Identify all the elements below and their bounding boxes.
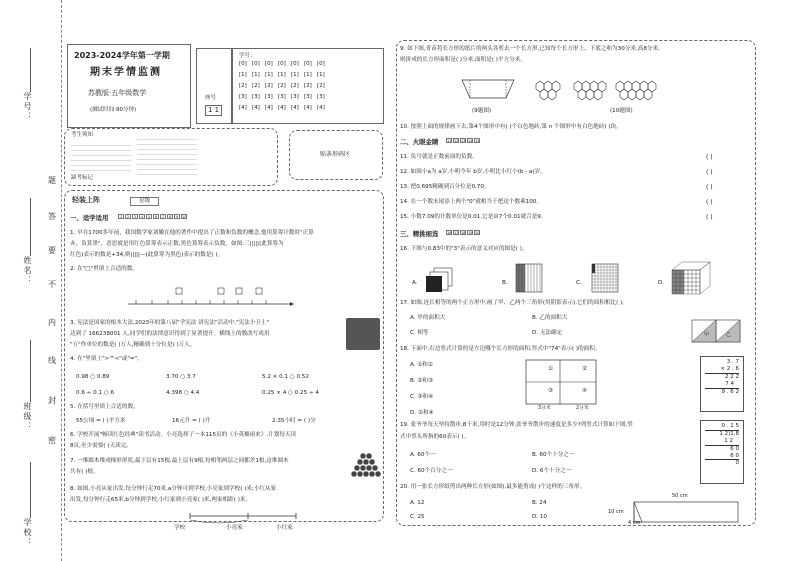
edition: 苏教版·五年级数学 xyxy=(88,89,147,97)
q16-option[interactable]: C. xyxy=(576,280,582,286)
log-pile-figure xyxy=(350,452,382,478)
route-label-school: 学校 xyxy=(174,525,186,531)
q20-option[interactable]: C. 25 xyxy=(410,514,425,520)
q6-line: 6. 学校开展"畅读红色经典"读书活动。小亮选择了一本115页的《小英雄雨来》,计划每天读 xyxy=(70,432,297,438)
q19-line: 式中竖头所指的60表示( )。 xyxy=(400,434,470,440)
id-row[interactable]: [4] [4] [4] [4] [4] [4] [4] xyxy=(239,105,325,111)
part1-title: 一、适学适用 xyxy=(70,214,109,222)
name-label: 姓名： xyxy=(23,256,32,286)
q5-item: 55公顷 = ( )平方米 xyxy=(76,418,126,424)
fig9-label: (9题图) xyxy=(472,108,492,114)
q16-figure-d xyxy=(670,260,712,296)
q1-line: 红色)表示的数是+34,则|||||—(此算筹为黑色)表示的数是( )。 xyxy=(70,252,224,258)
judge-paren[interactable]: ( ) xyxy=(706,214,713,221)
answer-bubbles[interactable]: 1 2 3 4 5 6 7 8 9 10 xyxy=(119,215,187,219)
student-id-label: 学号： xyxy=(23,92,32,122)
q6-line: 8页,至少需要( )天读完。 xyxy=(70,443,132,449)
q17-option[interactable]: B. 乙的面积大 xyxy=(532,315,568,321)
fig10-label: (10题图) xyxy=(610,108,633,114)
exam-title-box xyxy=(67,44,191,128)
q19-line: 19. 张爷爷每天坚持散步,8千米,用时是12分钟,张爷爷散步的速度是多少?列竖式计算如下图,竖 xyxy=(400,422,633,428)
class-label: 班级： xyxy=(23,402,32,432)
q5-item: 16元升 = ( )升 xyxy=(172,418,211,424)
school-label: 学校： xyxy=(23,518,32,548)
exam-time: (测试时间:90分钟) xyxy=(90,107,137,113)
id-row[interactable]: [0] [0] [0] [0] [0] [0] [0] xyxy=(239,61,325,67)
q17-option[interactable]: A. 甲的面积大 xyxy=(410,315,446,321)
q18-option[interactable]: C. ③和④ xyxy=(410,394,434,400)
q4-text: 4. 在"里填上">""<"或"="。 xyxy=(70,356,143,362)
q4-item: 4.398 ○ 4.4 xyxy=(166,390,200,396)
part3-title: 三、精挑细选 xyxy=(400,230,439,238)
seal-char: 要 xyxy=(48,246,56,255)
seal-char: 题 xyxy=(48,176,56,185)
school-line xyxy=(30,462,31,518)
q18-option[interactable]: B. ②和③ xyxy=(410,378,434,384)
q16-figure-b xyxy=(514,262,544,294)
barcode-area xyxy=(289,130,383,180)
q18-option[interactable]: A. ①和② xyxy=(410,362,433,368)
binding-strip xyxy=(0,0,62,561)
q16-option[interactable]: A. xyxy=(412,280,418,286)
q17-figure xyxy=(690,316,744,344)
class-line xyxy=(30,340,31,402)
q20-option[interactable]: D. 10 xyxy=(532,514,547,520)
q18-vertical-calc: 3 . 7 × 2 . 6 2 2 2 7 4 9 . 6 2 xyxy=(700,356,744,412)
score-box[interactable]: 星级 xyxy=(130,197,159,206)
q1-line: 1. 早在1700多年前，我国数学家刘徽在他的著作中提出了正数和负数的概念,他用算筹计数时"正算 xyxy=(70,230,314,236)
id-label: 学号： xyxy=(239,53,256,59)
q9-line: 9. 如下图,青苗将长方形的纸片的两头各剪去一个长方形,已知每个长方形上、下底之和为30分米,高8分米, xyxy=(400,46,660,52)
q7-line: 7. 一堆圆木堆成梯形形状,最下层有15根,最上层有9根,每相邻两层之间都差1根,这堆圆木 xyxy=(70,458,289,464)
q4-item: 0.25 × 4 ○ 0.25 ÷ 4 xyxy=(262,390,319,396)
year-line: 2023-2024学年第一学期 xyxy=(74,51,170,60)
seal-char: 线 xyxy=(48,356,56,365)
q3-line: "万"作单位的数是( )万人,精确到十分位是( )万人。 xyxy=(70,342,196,348)
notice-text-block xyxy=(71,141,131,171)
constitution-photo xyxy=(346,318,380,350)
notice-title: 考生须知 xyxy=(71,132,94,138)
q3-line: 达到了 166238001 人,同学们的法律意识得到了显著提升。横线上的数改写成用 xyxy=(70,331,270,337)
q20-dim-length: 50 cm xyxy=(672,493,688,499)
id-row[interactable]: [1] [1] [1] [1] [1] [1] [1] xyxy=(239,72,325,78)
answer-bubbles[interactable]: 11 12 13 14 15 xyxy=(447,139,480,143)
part2-title: 二、火眼金睛 xyxy=(400,138,439,146)
q10-text: 10. 按照上面的规律画下去,第4个图形中有( )个白色地砖,第 n 个图形中有白色地砖( )块。 xyxy=(400,124,622,130)
judge-paren[interactable]: ( ) xyxy=(706,199,713,206)
q20-text: 20. 用一张长方形纸剪出两种长方形(如图),最多能剪成( )个这样的三角形。 xyxy=(400,484,586,490)
q19-division-calc: 0 . 1 5 1 2)1.8 1 2 6 0 6 0 0 xyxy=(700,420,744,484)
q16-option[interactable]: D. xyxy=(658,280,665,286)
q8-line: 8. 如图,小亮从家出发,每分钟行走70米,a分钟可到学校,小亮家到学校( )米;小红从家 xyxy=(70,486,277,492)
q13-text: 13. 把0.695精确到百分位是0.70。 xyxy=(400,184,490,190)
judge-paren[interactable]: ( ) xyxy=(706,184,713,191)
name-line xyxy=(30,198,31,256)
seal-char: 密 xyxy=(48,436,56,445)
q16-figure-a xyxy=(424,264,456,294)
student-id-line xyxy=(30,48,31,92)
q18-region: ④ xyxy=(582,388,588,394)
seal-char: 封 xyxy=(48,396,56,405)
q7-line: 共有( )根。 xyxy=(70,469,99,475)
q19-option[interactable]: C. 60个百分之一 xyxy=(410,468,453,474)
seat-value[interactable]: 1 1 xyxy=(205,105,222,116)
q4-item: 0.98 ○ 0.89 xyxy=(76,374,110,380)
q9-line: 则拼成的长方形面积是( )分米,面积是( )平方分米。 xyxy=(400,57,526,63)
q14-text: 14. 在一个数末尾添上两个"0"就相当于把这个数乘100。 xyxy=(400,199,542,205)
seat-box xyxy=(196,48,232,124)
q18-region: ① xyxy=(548,366,554,372)
seat-label: 座号 xyxy=(205,95,217,101)
notice-panel xyxy=(64,128,278,186)
q12-text: 12. 如图小a为 a岁,小明今年 b岁,小明比小红小(b - a)岁。 xyxy=(400,169,546,175)
seal-char: 内 xyxy=(48,318,56,327)
exam-name: 期末学情监测 xyxy=(90,67,162,78)
q18-region: ③ xyxy=(548,388,554,394)
q4-item: 5.2 × 0.1 ○ 0.52 xyxy=(262,374,309,380)
q2-text: 2. 在"□"里填上合适的数。 xyxy=(70,266,138,272)
q17-text: 17. 如图,连长相等的两个正方形中,画了甲、乙两个三角形(用阴影表示),它们的面积相比( )。 xyxy=(400,300,628,306)
q11-text: 11. 负号就是正数前面的负数。 xyxy=(400,154,478,160)
q16-text: 16. 下图与0.83中的"3"表示的意义对应的图是( )。 xyxy=(400,246,528,252)
q18-option[interactable]: D. ②和④ xyxy=(410,410,434,416)
q20-option[interactable]: B. 24 xyxy=(532,500,547,506)
q3-line: 3. 宪法是国家的根本大法,2023年的第八届"学宪法 讲宪法"活动中,"宪法小卫士" xyxy=(70,320,270,326)
seal-char: 答 xyxy=(48,212,56,221)
absent-label: 缺考标记 xyxy=(71,175,94,181)
section-tab: 轻装上阵 xyxy=(72,196,100,204)
q5-text: 5. 在括号里填上合适的数。 xyxy=(70,404,139,410)
seal-char: 不 xyxy=(48,280,56,289)
judge-paren[interactable]: ( ) xyxy=(706,169,713,176)
q20-option[interactable]: A. 12 xyxy=(410,500,425,506)
q19-option[interactable]: D. 6个十分之一 xyxy=(532,468,572,474)
q17-label-yi: 乙 xyxy=(726,332,732,338)
id-row[interactable]: [2] [2] [2] [2] [2] [2] [2] xyxy=(239,83,325,89)
q17-option[interactable]: C. 相等 xyxy=(410,330,429,336)
q9-figure xyxy=(456,76,520,106)
q18-dim: 3分米 xyxy=(538,406,551,411)
route-label-xiaoliang-home: 小亮家 xyxy=(226,525,243,531)
q20-dim-base: 4 cm xyxy=(628,520,641,526)
q4-item: 0.6 ÷ 0.1 ○ 6 xyxy=(76,390,115,396)
barcode-label: 贴条形码区 xyxy=(320,151,351,158)
student-id-grid xyxy=(232,48,384,124)
q19-option[interactable]: A. 60个一 xyxy=(410,452,436,458)
q16-figure-c xyxy=(590,262,620,294)
q8-line: 出发,每分钟行走65米,b分钟到学校,小红家到小亮家( )米,两家相距( )米。 xyxy=(70,497,252,503)
q18-rectangle-figure xyxy=(520,358,604,414)
judge-paren[interactable]: ( ) xyxy=(706,154,713,161)
q18-dim: 2分米 xyxy=(576,406,589,411)
id-row[interactable]: [3] [3] [3] [3] [3] [3] [3] xyxy=(239,94,325,100)
q15-text: 15. 小数7.09的计数单位是0.01,它是由7个0.01就合是9。 xyxy=(400,214,547,220)
q19-option[interactable]: B. 60个十分之一 xyxy=(532,452,575,458)
q16-option[interactable]: B. xyxy=(502,280,508,286)
q18-text: 18. 下面中,右边竖式计算的是左边哪个长方形的面积,竖式中"74"表示( )的面积。 xyxy=(400,346,601,352)
q5-item: 2.35小时 = ( )分 xyxy=(272,418,316,424)
q20-dim-width: 10 cm xyxy=(608,509,624,515)
notice-text-block xyxy=(137,137,197,175)
q18-region: ② xyxy=(582,366,588,372)
q4-item: 3.70 ○ 3.7 xyxy=(166,374,196,380)
number-line-figure xyxy=(126,284,296,312)
route-label-xiaohong-home: 小红家 xyxy=(276,525,293,531)
q17-option[interactable]: D. 无法确定 xyxy=(532,330,563,336)
q17-label-jia: 甲 xyxy=(704,332,710,338)
answer-bubbles[interactable]: 16 17 18 19 20 xyxy=(447,231,480,235)
hexagon-tiles-figure xyxy=(530,76,658,106)
q1-line: 赤，负算黑"，意思就是用红色算筹表示正数,黑色算筹表示负数。如图:三|||||(此算筹为 xyxy=(70,241,284,247)
